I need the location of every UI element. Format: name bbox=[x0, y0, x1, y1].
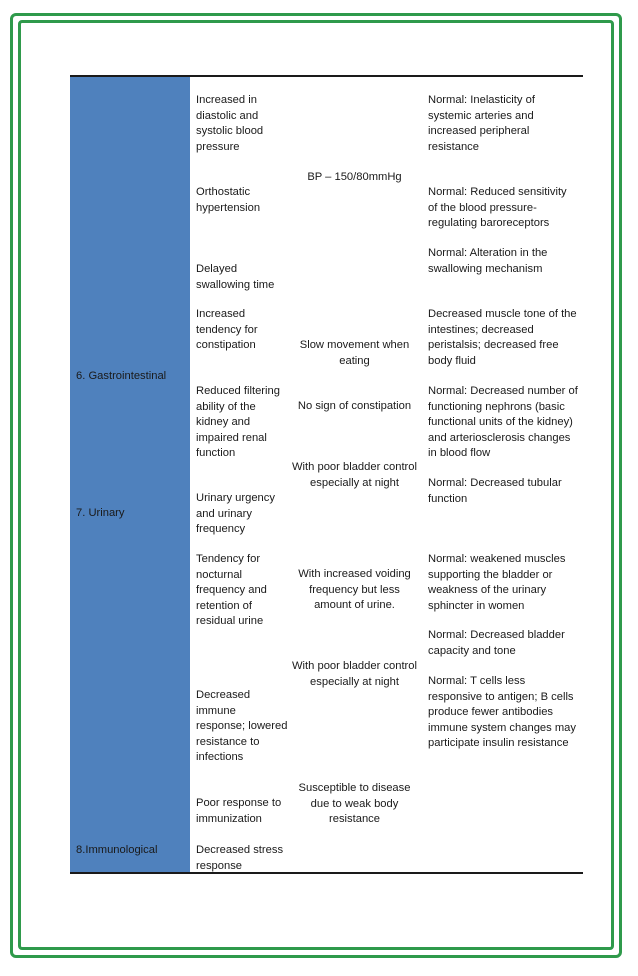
table-bottom-rule bbox=[70, 872, 583, 874]
table-top-rule bbox=[70, 75, 583, 77]
change-item: Increased tendency for constipation bbox=[196, 308, 258, 351]
rationale-item: Normal: Decreased number of functioning nephrons (basic functional units of the kidney) and arteriosclerosis changes in blood flow bbox=[428, 385, 578, 459]
change-item: Tendency for nocturnal frequency and retention of residual urine bbox=[196, 553, 267, 627]
system-column-background bbox=[70, 77, 190, 872]
finding-item: With poor bladder control especially at night bbox=[292, 461, 417, 489]
change-item: Delayed swallowing time bbox=[196, 263, 275, 291]
system-label-urinary: 7. Urinary bbox=[76, 507, 125, 519]
rationale-item: Normal: Decreased tubular function bbox=[428, 477, 562, 505]
rationale-item: Normal: weakened muscles supporting the bladder or weakness of the urinary sphincter in women bbox=[428, 553, 566, 612]
finding-item: Susceptible to disease due to weak body resistance bbox=[298, 782, 411, 825]
change-item: Orthostatic hypertension bbox=[196, 186, 261, 214]
rationale-item: Normal: T cells less responsive to antigen; B cells produce fewer antibodies immune system changes may participate insulin resistance bbox=[428, 675, 576, 749]
finding-item: Slow movement when eating bbox=[299, 339, 410, 367]
finding-item: BP – 150/80mmHg bbox=[307, 171, 402, 183]
change-item: Decreased immune response; lowered resistance to infections bbox=[196, 689, 288, 763]
rationale-item: Normal: Alteration in the swallowing mechanism bbox=[428, 247, 548, 275]
change-item: Decreased stress response bbox=[196, 844, 284, 872]
rationale-item: Normal: Reduced sensitivity of the blood pressure-regulating baroreceptors bbox=[428, 186, 567, 229]
change-item: Reduced filtering ability of the kidney and impaired renal function bbox=[196, 385, 280, 459]
rationale-item: Normal: Inelasticity of systemic arteries and increased peripheral resistance bbox=[428, 94, 535, 153]
finding-item: With poor bladder control especially at night bbox=[292, 660, 417, 688]
change-item: Urinary urgency and urinary frequency bbox=[196, 492, 275, 535]
change-item: Increased in diastolic and systolic blood pressure bbox=[196, 94, 264, 153]
system-label-gastrointestinal: 6. Gastrointestinal bbox=[76, 370, 167, 382]
change-item: Poor response to immunization bbox=[196, 797, 282, 825]
system-label-immunological: 8.Immunological bbox=[76, 844, 158, 856]
rationale-item: Normal: Decreased bladder capacity and tone bbox=[428, 629, 565, 657]
finding-item: No sign of constipation bbox=[297, 400, 412, 412]
finding-item: With increased voiding frequency but less amount of urine. bbox=[298, 568, 411, 611]
rationale-item: Decreased muscle tone of the intestines; decreased peristalsis; decreased free body fluid bbox=[428, 308, 577, 367]
